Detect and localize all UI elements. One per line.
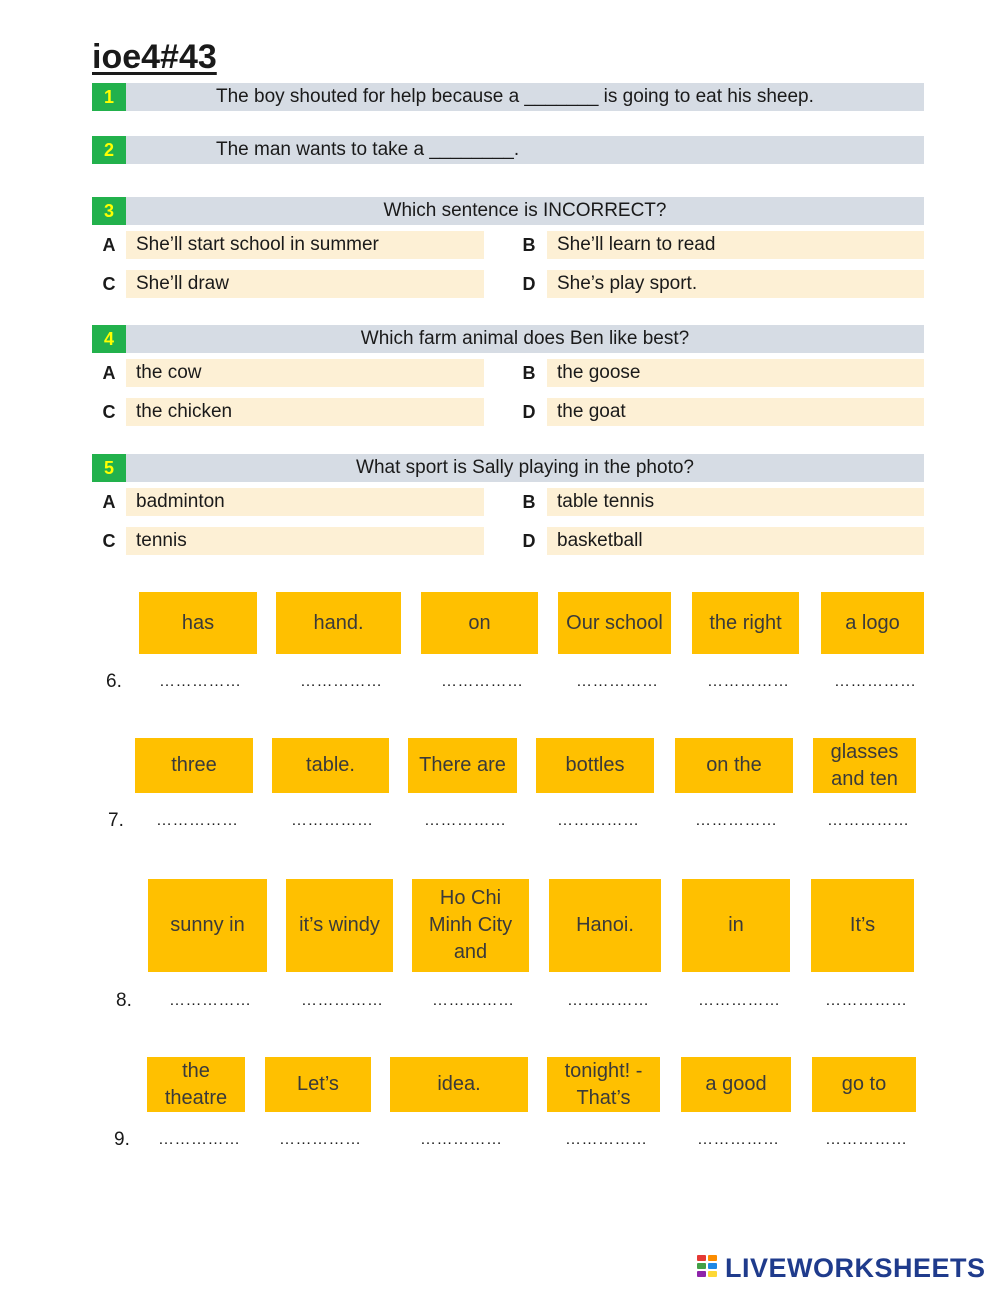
option-letter: C [102,531,116,551]
answer-blank[interactable]: …………… [169,992,252,1009]
word-tile[interactable]: go to [812,1057,916,1112]
exercise-number: 6. [106,671,122,692]
option-d[interactable]: the goat [547,398,924,426]
liveworksheets-logo [697,1252,986,1284]
answer-blank[interactable]: …………… [825,1131,908,1148]
option-b[interactable]: She’ll learn to read [547,231,924,259]
word-tile[interactable]: bottles [536,738,654,793]
word-tile[interactable]: table. [272,738,389,793]
option-letter: B [522,363,536,383]
answer-blank[interactable]: …………… [301,992,384,1009]
question-5 [92,454,924,482]
question-number: 1 [92,83,126,111]
word-tile[interactable]: Ho Chi Minh City and [412,879,529,972]
question-number: 4 [92,325,126,353]
answer-blank[interactable]: …………… [557,812,640,829]
answer-blank[interactable]: …………… [567,992,650,1009]
question-number: 5 [92,454,126,482]
option-letter: A [102,363,116,383]
answer-blank[interactable]: …………… [707,673,790,690]
question-text: Which farm animal does Ben like best? [360,328,690,349]
option-b[interactable]: the goose [547,359,924,387]
answer-blank[interactable]: …………… [279,1131,362,1148]
answer-blank[interactable]: …………… [441,673,524,690]
option-letter: C [102,274,116,294]
logo-mark-icon [697,1255,721,1281]
word-tile[interactable]: idea. [390,1057,528,1112]
word-tile[interactable]: It’s [811,879,914,972]
word-tile[interactable]: a logo [821,592,924,654]
question-text: Which sentence is INCORRECT? [383,200,667,221]
answer-blank[interactable]: …………… [156,812,239,829]
question-number: 3 [92,197,126,225]
answer-blank[interactable]: …………… [825,992,908,1009]
exercise-number: 7. [108,810,124,831]
option-letter: B [522,235,536,255]
logo-text: LIVEWORKSHEETS [725,1252,986,1283]
worksheet-title: ioe4#43 [92,38,217,76]
word-tile[interactable]: Let’s [265,1057,371,1112]
question-3 [92,197,924,225]
option-letter: A [102,492,116,512]
word-tile[interactable]: hand. [276,592,401,654]
option-a[interactable]: She’ll start school in summer [126,231,484,259]
answer-blank[interactable]: …………… [697,1131,780,1148]
answer-blank[interactable]: …………… [565,1131,648,1148]
answer-blank[interactable]: …………… [420,1131,503,1148]
option-letter: D [522,274,536,294]
option-letter: D [522,531,536,551]
word-tile[interactable]: in [682,879,790,972]
option-c[interactable]: She’ll draw [126,270,484,298]
answer-blank[interactable]: …………… [576,673,659,690]
exercise-number: 9. [114,1129,130,1150]
answer-blank[interactable]: …………… [698,992,781,1009]
word-tile[interactable]: sunny in [148,879,267,972]
word-tile[interactable]: on [421,592,538,654]
answer-blank[interactable]: …………… [424,812,507,829]
question-text: The boy shouted for help because a _______ is going to eat his sheep. [216,86,814,107]
answer-blank[interactable]: …………… [300,673,383,690]
answer-blank[interactable]: …………… [695,812,778,829]
answer-blank[interactable]: …………… [827,812,910,829]
word-tile[interactable]: Our school [558,592,671,654]
word-tile[interactable]: it’s windy [286,879,393,972]
word-tile[interactable]: There are [408,738,517,793]
option-d[interactable]: basketball [547,527,924,555]
word-tile[interactable]: the right [692,592,799,654]
word-tile[interactable]: Hanoi. [549,879,661,972]
question-text: The man wants to take a ________. [216,139,520,160]
option-d[interactable]: She’s play sport. [547,270,924,298]
question-2 [92,136,924,164]
word-tile[interactable]: the theatre [147,1057,245,1112]
word-tile[interactable]: has [139,592,257,654]
option-a[interactable]: the cow [126,359,484,387]
word-tile[interactable]: glasses and ten [813,738,916,793]
word-tile[interactable]: tonight! - That’s [547,1057,660,1112]
word-tile[interactable]: a good [681,1057,791,1112]
exercise-number: 8. [116,990,132,1011]
option-letter: A [102,235,116,255]
question-4 [92,325,924,353]
answer-blank[interactable]: …………… [291,812,374,829]
option-c[interactable]: tennis [126,527,484,555]
word-tile[interactable]: three [135,738,253,793]
option-a[interactable]: badminton [126,488,484,516]
option-letter: D [522,402,536,422]
question-number: 2 [92,136,126,164]
option-letter: C [102,402,116,422]
option-b[interactable]: table tennis [547,488,924,516]
question-text: What sport is Sally playing in the photo? [356,457,694,478]
option-letter: B [522,492,536,512]
answer-blank[interactable]: …………… [158,1131,241,1148]
answer-blank[interactable]: …………… [834,673,917,690]
question-1 [92,83,924,111]
word-tile[interactable]: on the [675,738,793,793]
answer-blank[interactable]: …………… [159,673,242,690]
answer-blank[interactable]: …………… [432,992,515,1009]
option-c[interactable]: the chicken [126,398,484,426]
